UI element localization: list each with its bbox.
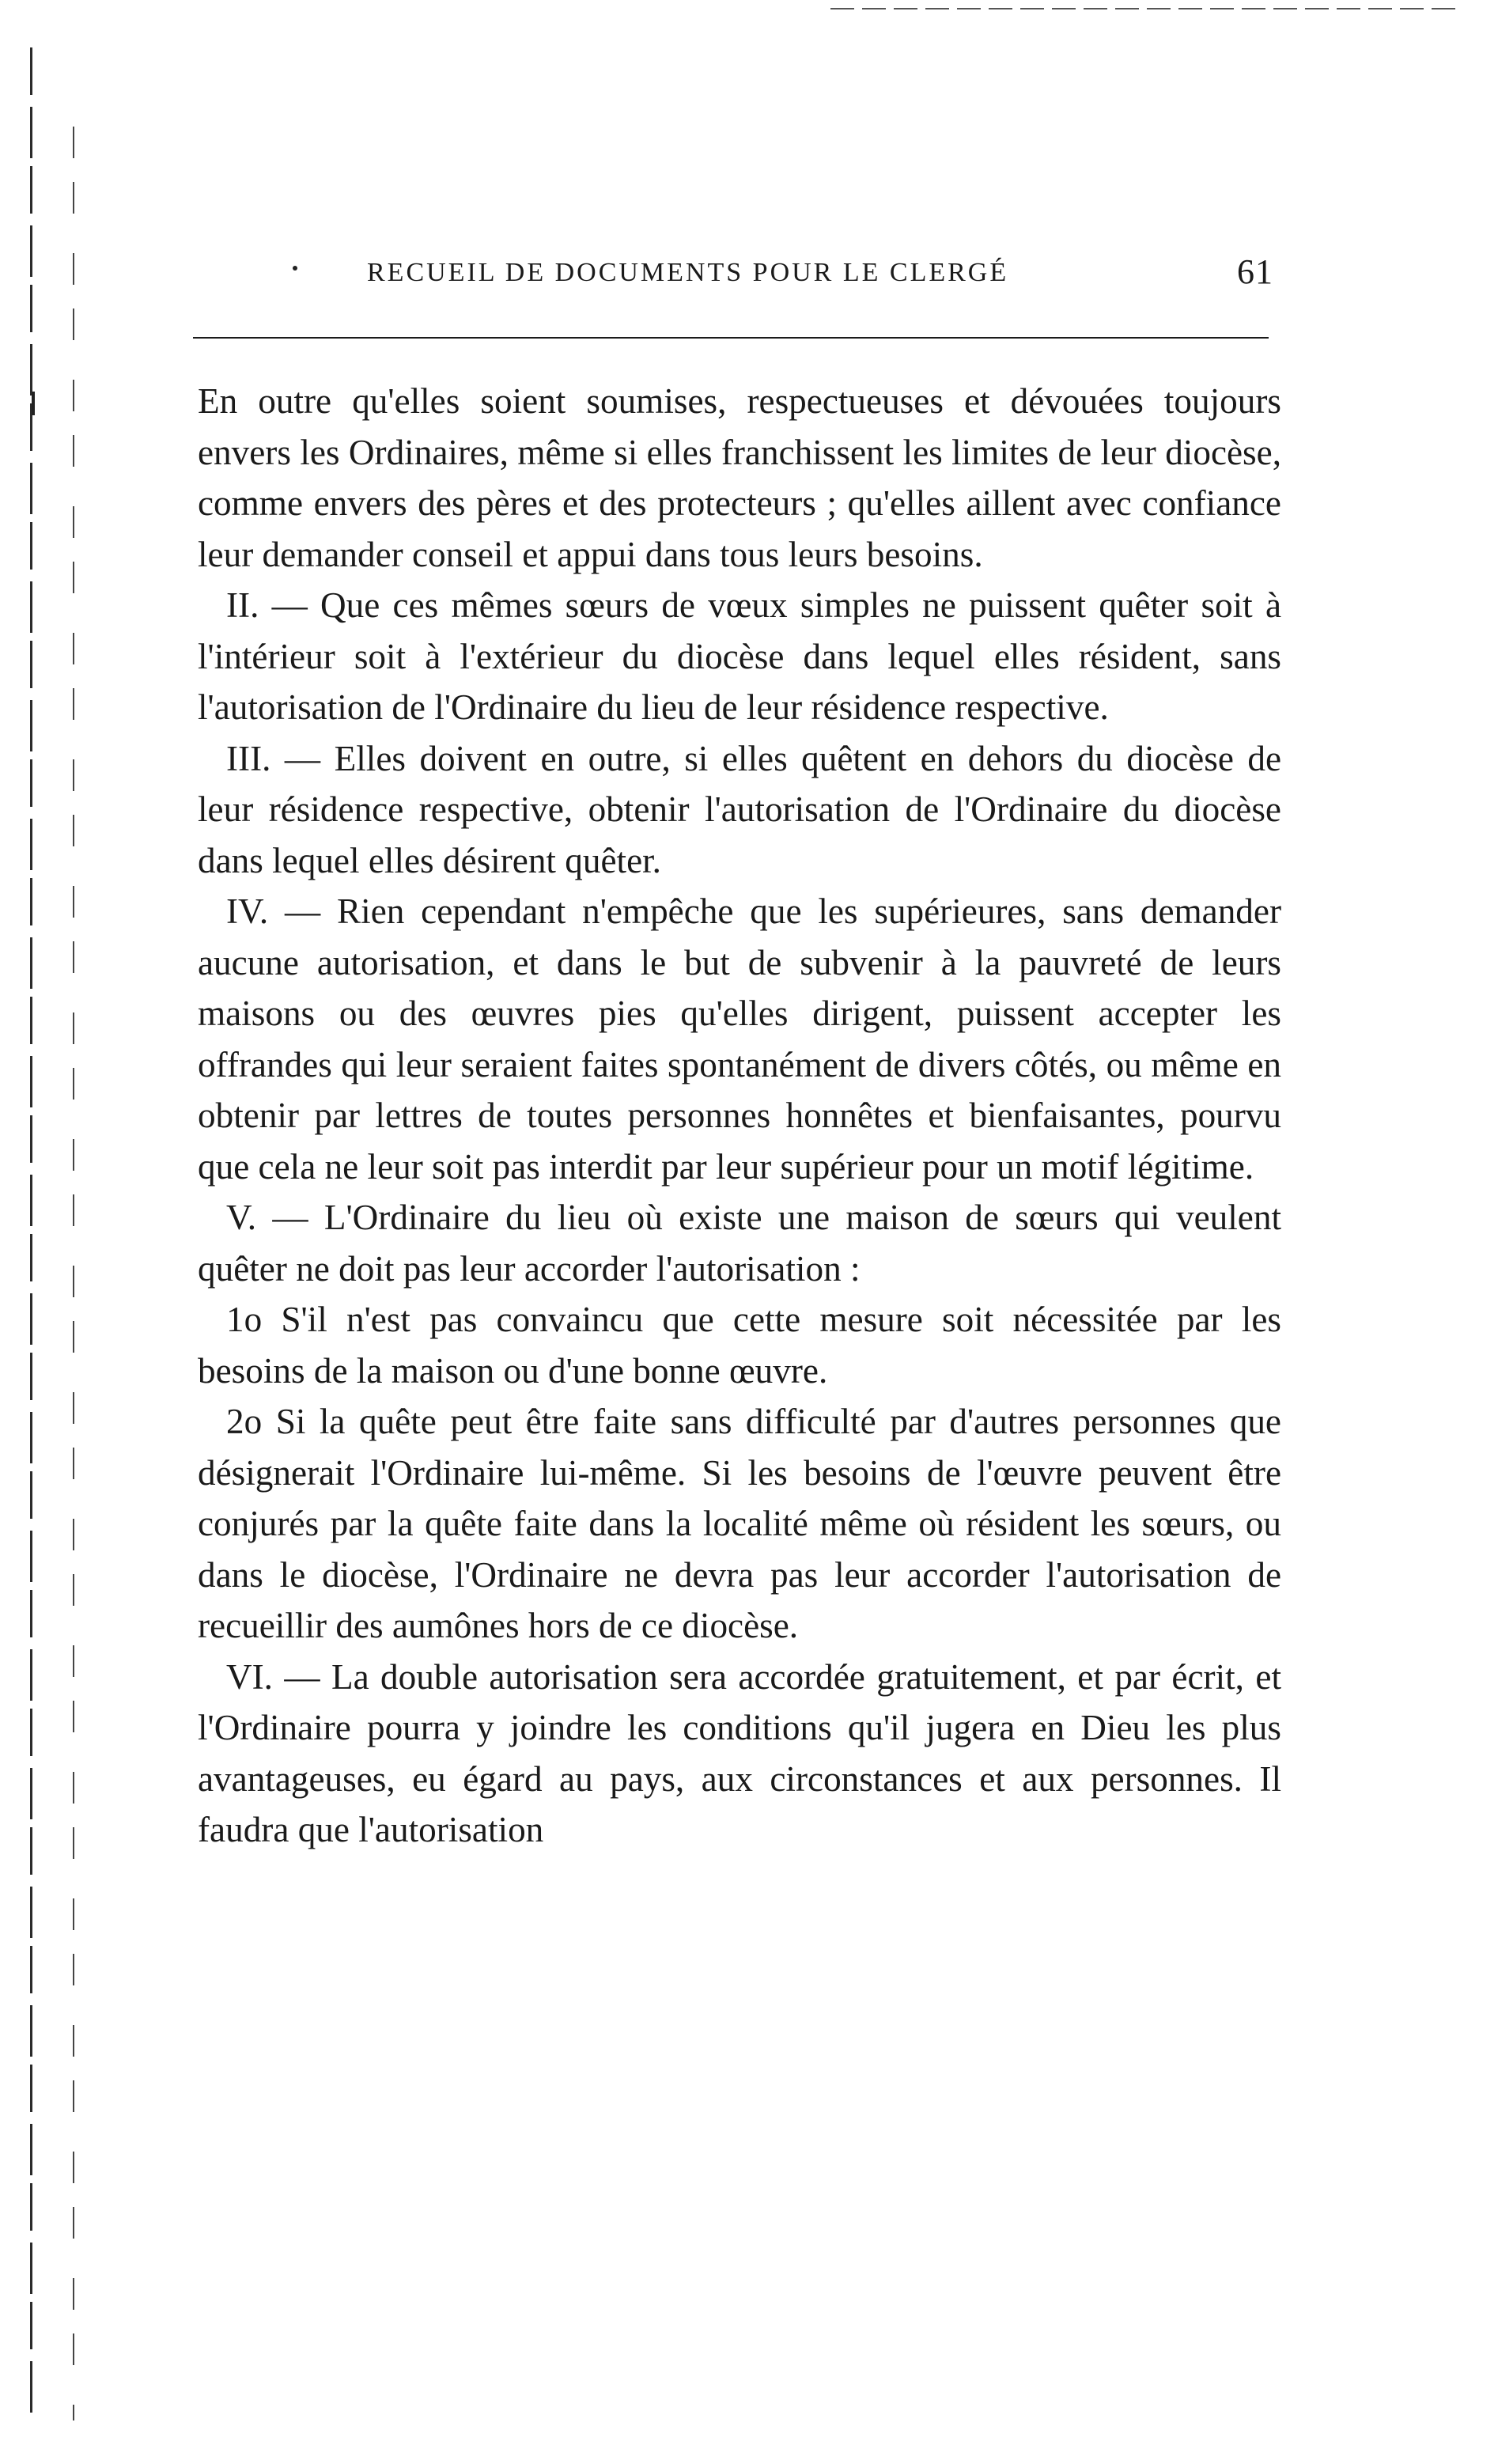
- gutter-mark: [32, 392, 46, 415]
- article-number: V. —: [226, 1198, 308, 1237]
- page-body: [198, 376, 1281, 1856]
- paragraph-article-6: [198, 1652, 1281, 1856]
- paragraph-article-5: [198, 1192, 1281, 1294]
- paragraph-article-5-1: [198, 1294, 1281, 1396]
- binding-gutter: [24, 32, 79, 2436]
- paragraph-text: L'Ordinaire du lieu où existe une maison de sœurs qui veulent quêter ne doit pas leur accorder l'autorisation :: [198, 1198, 1282, 1289]
- scan-top-edge: [830, 8, 1455, 9]
- running-header: [198, 252, 1273, 299]
- header-rule: [193, 337, 1269, 339]
- article-number: VI. —: [226, 1656, 320, 1697]
- paragraph-text: En outre qu'elles soient soumises, respectueuses et dévouées toujours envers les Ordinaires, même si elles franchissent les limites de leur diocèse, comme envers des pères et des protecteurs ; qu'elles aillent avec confiance leur demander conseil et appui dans tous leurs besoins.: [198, 381, 1281, 574]
- paragraph-article-5-2: [198, 1396, 1281, 1652]
- paragraph-text: S'il n'est pas convaincu que cette mesure soit nécessitée par les besoins de la maison ou d'une bonne œuvre.: [198, 1300, 1281, 1391]
- paragraph-article-2: [198, 580, 1281, 733]
- paragraph-text: Si la quête peut être faite sans difficulté par d'autres personnes que désignerait l'Ordinaire lui-même. Si les besoins de l'œuvre peuvent être conjurés par la quête faite dans la localité même où résident les sœurs, ou dans le diocèse, l'Ordinaire ne devra pas leur accorder l'autorisation de recueillir des aumônes hors de ce diocèse.: [198, 1402, 1281, 1645]
- article-number: II. —: [226, 585, 308, 625]
- article-number: IV. —: [226, 891, 321, 931]
- gutter-line-inner: [73, 127, 74, 2420]
- paragraph-article-3: [198, 733, 1281, 887]
- article-number: 1o: [226, 1300, 263, 1339]
- paragraph-intro: [198, 376, 1281, 580]
- page-number: 61: [1237, 252, 1273, 291]
- article-number: III. —: [226, 738, 321, 778]
- paragraph-text: La double autorisation sera accordée gratuitement, et par écrit, et l'Ordinaire pourra y joindre les conditions qu'il jugera en Dieu les plus avantageuses, eu égard au pays, aux circonstances et aux personnes. Il faudra que l'autorisation: [198, 1656, 1281, 1849]
- paragraph-text: Elles doivent en outre, si elles quêtent en dehors du diocèse de leur résidence respective, obtenir l'autorisation de l'Ordinaire du diocèse dans lequel elles désirent quêter.: [198, 738, 1282, 880]
- paragraph-article-4: [198, 886, 1281, 1192]
- running-title: RECUEIL DE DOCUMENTS POUR LE CLERGÉ: [367, 258, 1009, 287]
- paragraph-text: Rien cependant n'empêche que les supérieures, sans demander aucune autorisation, et dans le but de subvenir à la pauvreté de leurs maisons ou des œuvres pies qu'elles dirigent, puissent accepter les offrandes qui leur seraient faites spontanément de divers côtés, ou même en obtenir par lettres de toutes personnes honnêtes et bienfaisantes, pourvu que cela ne leur soit pas interdit par leur supérieur pour un motif légitime.: [198, 891, 1282, 1187]
- paragraph-text: Que ces mêmes sœurs de vœux simples ne puissent quêter soit à l'intérieur soit à l'extérieur du diocèse dans lequel elles résident, sans l'autorisation de l'Ordinaire du lieu de leur résidence respective.: [198, 585, 1282, 727]
- header-dot: [293, 266, 297, 271]
- article-number: 2o: [226, 1402, 263, 1441]
